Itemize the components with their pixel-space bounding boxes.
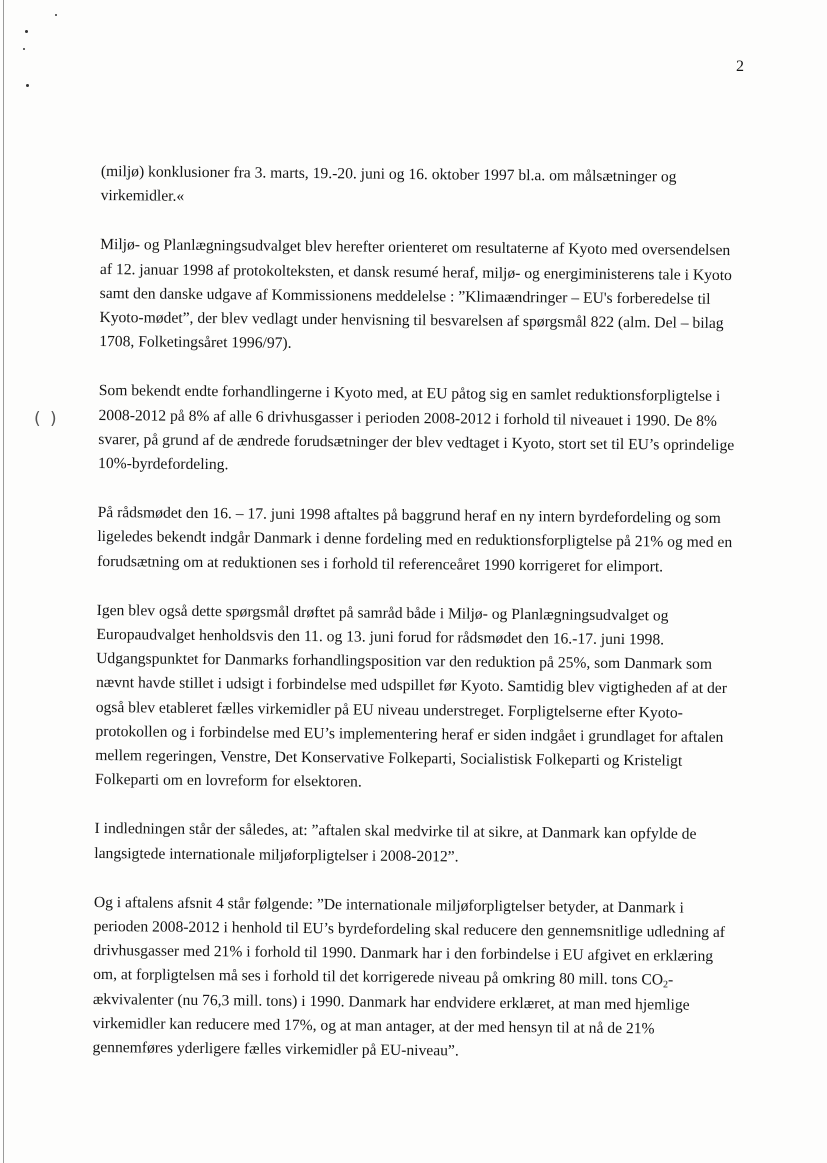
- page-number: 2: [736, 58, 744, 75]
- paragraph-1: (miljø) konklusioner fra 3. marts, 19.-20. juni og 16. oktober 1997 bl.a. om målsætninger og virkemidler.«: [100, 162, 677, 206]
- paragraph-6: I indledningen står der således, at: ”aftalen skal medvirke til at sikre, at Danmark kan opfylde de langsigtede internationale miljøforpligtelser i 2008-2012”.: [94, 820, 697, 866]
- paragraph-7: [92, 891, 734, 1067]
- paragraph-2: Miljø- og Planlægningsudvalget blev herefter orienteret om resultaterne af Kyoto med oversendelsen af 12. januar 1998 af protokolteksten, et dansk resumé heraf, miljø- og energiministerens tale i Kyoto samt den danske udgave af Kommissionens meddelelse : ”Klimaændringer – EU's forberedelse til Kyoto-mødet”, der blev vedlagt under henvisning til besvarelsen af spørgsmål 822 (alm. Del – bilag 1708, Folketingsåret 1996/97).: [99, 236, 732, 353]
- paragraph-3: Som bekendt endte forhandlingerne i Kyoto med, at EU påtog sig en samlet reduktionsforpligtelse i 2008-2012 på 8% af alle 6 drivhusgasser i perioden 2008-2012 i forhold til niveauet i 1990. De 8% svarer, på grund af de ændrede forudsætninger der blev vedtaget i Kyoto, stort set til EU’s oprindelige 10%-byrdefordeling.: [98, 382, 735, 474]
- body-text: [92, 160, 741, 1091]
- paragraph-4: På rådsmødet den 16. – 17. juni 1998 aftaltes på baggrund heraf en ny intern byrdefordeling og som ligeledes bekendt indgår Danmark i denne fordeling med en reduktionsforpligtelse på 21% og med en forudsætning om at reduktionen ses i forhold til referenceåret 1990 korrigeret for elimport.: [97, 504, 733, 576]
- scan-speck: [25, 30, 28, 33]
- scan-margin-line: [3, 0, 4, 1163]
- scan-speck: [55, 14, 57, 16]
- paragraph-5: Igen blev også dette spørgsmål drøftet på samråd både i Miljø- og Planlægningsudvalget og Europaudvalget henholdsvis den 11. og 13. juni forud for rådsmødet den 16.-17. juni 1998. Udgangspunktet for Danmarks forhandlingsposition var den reduktion på 25%, som Danmark som nævnt havde stillet i udsigt i forbindelse med udspillet før Kyoto. Samtidig blev vigtigheden af at der også blev etableret fælles virkemidler på EU niveau understreget. Forpligtelserne efter Kyoto-protokollen og i forbindelse med EU’s implementering heraf er siden indgået i grundlaget for aftalen mellem regeringen, Venstre, Det Konservative Folkeparti, Socialistisk Folkeparti og Kristeligt Folkeparti om en lovreform for elsektoren.: [94, 601, 728, 791]
- paragraph-7-part-2: -ækvivalenter (nu 76,3 mill. tons) i 1990. Danmark har endvidere erklæret, at man med hjemlige virkemidler kan reducere med 17%, og at man antager, at der med hensyn til at nå de 21% gennemføres yderligere fælles virkemidler på EU-niveau”.: [92, 971, 690, 1060]
- scan-speck: [26, 84, 29, 87]
- scan-speck: [23, 48, 25, 50]
- paragraph-7-part-1: Og i aftalens afsnit 4 står følgende: ”De internationale miljøforpligtelser betyder, at Danmark i perioden 2008-2012 i henhold til EU’s byrdefordeling skal reducere den gennemsnitlige udledning af drivhusgasser med 21% i forhold til 1990. Danmark har i den forbindelse i EU afgivet en erklæring om, at forpligtelsen må ses i forhold til det korrigerede niveau på omkring 80 mill. tons CO: [93, 893, 726, 989]
- punch-hole-mark: ( ): [34, 409, 59, 429]
- co2-subscript: 2: [662, 979, 669, 991]
